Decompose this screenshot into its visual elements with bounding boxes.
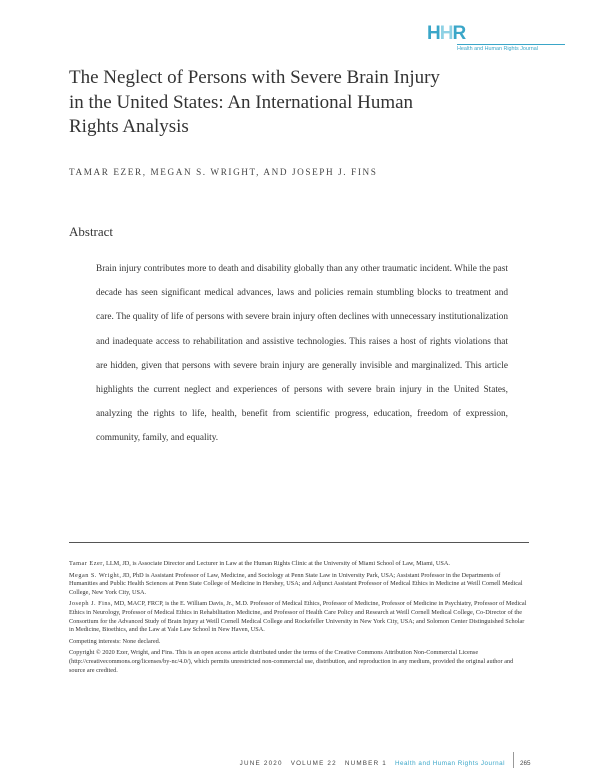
copyright-notice: Copyright © 2020 Ezer, Wright, and Fins. This is an open access article distributed under the terms of the Creative Commons Attribution Non-Commercial License (http://creativecommons.org/licenses/by-nc/4.0/), which permits unrestricted non-commercial use, distribution, and reproduction in any medium, provided the original author and source are credited. [69,649,514,674]
footnote-author-text: , JD, PhD is Assistant Professor of Law, Medicine, and Sociology at Penn State Law in University Park, USA; Assistant Professor in the Departments of Humanities and Public Health Sciences at Penn State College of Medicine in Hershey, USA; and Adjunct Assistant Professor of Medical Ethics in Medicine at Weill Cornell Medical College, New York City, USA. [69,571,523,596]
footer-journal-name: Health and Human Rights Journal [394,760,505,767]
logo-rule [457,44,565,45]
page-footer [240,760,505,767]
page-number: 265 [520,760,531,767]
journal-logo [427,24,567,54]
competing-interests: Competing interests: None declared. [69,637,161,645]
logo-letter-1: H [427,23,440,44]
footnote-author-ezer [69,560,529,569]
footnote-author-name: Megan S. Wright [69,571,120,579]
footnote-divider [69,542,529,543]
logo-letters [427,24,465,44]
footnote-author-text: , MD, MACP, FRCP, is the E. William Davis, Jr., M.D. Professor of Medical Ethics, Professor of Medicine, Professor of Medicine in Psychiatry, Professor of Medical Ethics in Neurology, Professor of Medical Ethics in Rehabilitation Medicine, and Professor of Health Care Policy and Research at Weill Cornell Medical College, Co-Director of the Consortium for the Advanced Study of Brain Injury at Weill Cornell Medical College and Rockefeller University in New York City, USA; and Solomon Center Distinguished Scholar in Medicine, Bioethics, and the Law at Yale Law School in New Haven, USA. [69,600,527,634]
abstract-body: Brain injury contributes more to death and disability globally than any other traumatic incident. While the past decade has seen significant medical advances, laws and policies remain stumbling blocks to treatment and care. The quality of life of persons with severe brain injury often declines with unnecessary institutionalization and inadequate access to rehabilitation and assistive technologies. This raises a host of rights violations that are hidden, given that persons with severe brain injury are generally invisible and marginalized. This article highlights the current neglect and experiences of persons with severe brain injury in the United States, analyzing the rights to life, health, benefit from scientific progress, education, freedom of expression, community, family, and equality. [96,264,508,444]
logo-subtitle: Health and Human Rights Journal [457,46,538,52]
abstract-heading: Abstract [69,224,114,239]
footer-issue-date: JUNE 2020 [239,760,283,767]
footnotes [69,560,529,678]
footer-number: NUMBER 1 [344,760,387,767]
footer-divider [513,752,514,768]
footnote-author-text: , LLM, JD, is Associate Director and Lecturer in Law at the Human Rights Clinic at the University of Miami School of Law, Miami, USA. [102,560,450,567]
article-authors: TAMAR EZER, MEGAN S. WRIGHT, AND JOSEPH J. FINS [69,167,378,177]
footnote-author-fins [69,600,529,634]
logo-letter-3: R [452,23,466,44]
footnote-author-name: Joseph J. Fins [69,600,111,608]
footnote-author-wright [69,572,529,598]
footnote-author-name: Tamar Ezer [69,560,103,567]
logo-letter-2: H [439,23,453,44]
article-title: The Neglect of Persons with Severe Brain Injury in the United States: An International Human Rights Analysis [69,67,440,137]
footer-volume: VOLUME 22 [290,760,337,767]
